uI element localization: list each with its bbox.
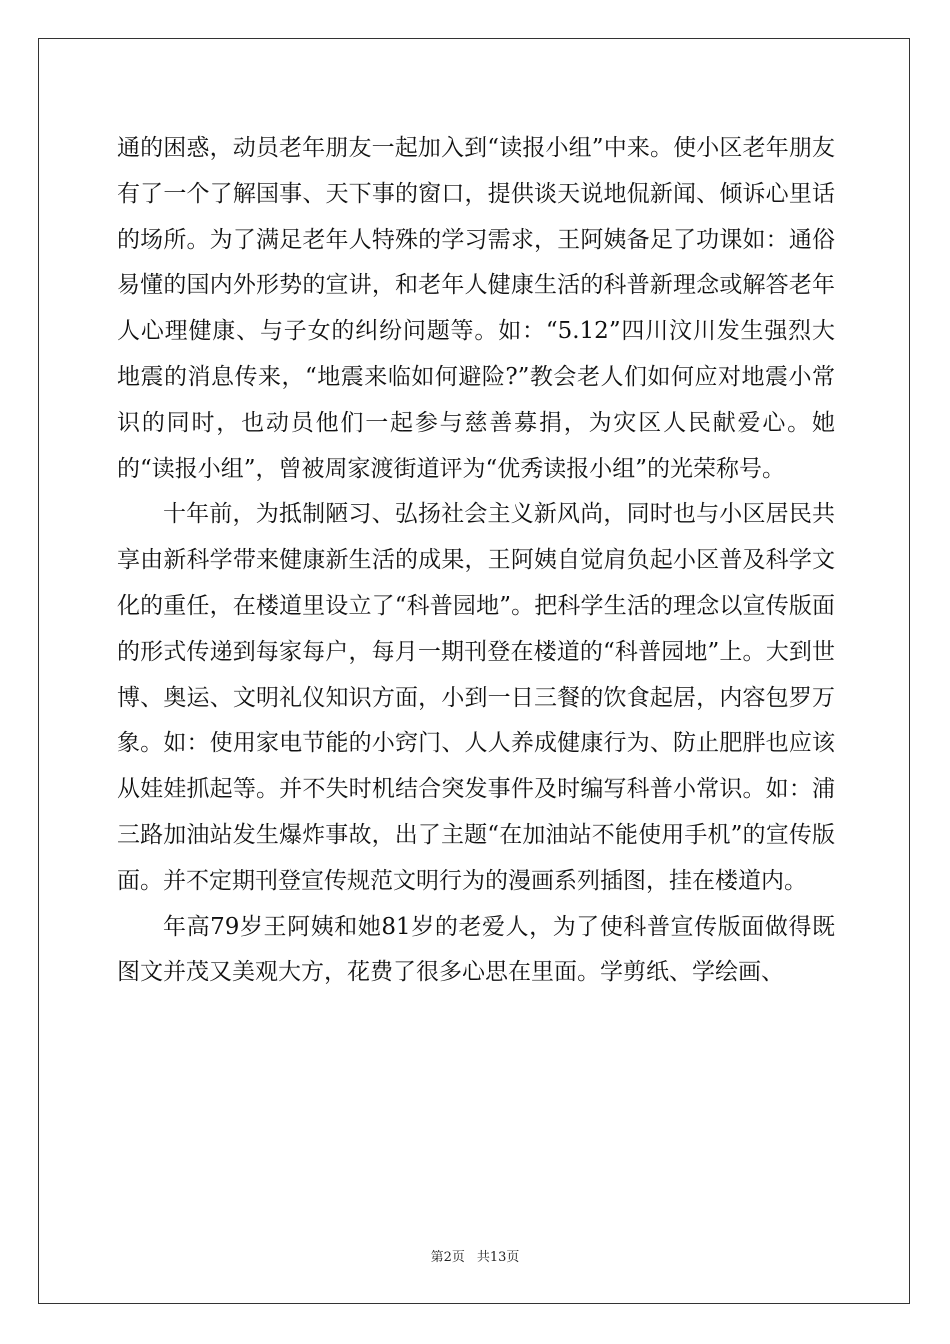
document-body [117,126,835,996]
paragraph-continued: 通的困惑，动员老年朋友一起加入到“读报小组”中来。使小区老年朋友有了一个了解国事、天下事的窗口，提供谈天说地侃新闻、倾诉心里话的场所。为了满足老年人特殊的学习需求，王阿姨备足了功课如：通俗易懂的国内外形势的宣讲，和老年人健康生活的科普新理念或解答老年人心理健康、与子女的纠纷问题等。如：“5.12”四川汶川发生强烈大地震的消息传来，“地震来临如何避险?”教会老人们如何应对地震小常识的同时，也动员他们一起参与慈善募捐，为灾区人民献爱心。她的“读报小组”，曾被周家渡街道评为“优秀读报小组”的光荣称号。 [117,135,835,482]
page-number: 第2页 [430,1250,465,1265]
paragraph-science-garden: 十年前，为抵制陋习、弘扬社会主义新风尚，同时也与小区居民共享由新科学带来健康新生活的成果，王阿姨自觉肩负起小区普及科学文化的重任，在楼道里设立了“科普园地”。把科学生活的理念以宣传版面的形式传递到每家每户，每月一期刊登在楼道的“科普园地”上。大到世博、奥运、文明礼仪知识方面，小到一日三餐的饮食起居，内容包罗万象。如：使用家电节能的小窍门、人人养成健康行为、防止肥胖也应该从娃娃抓起等。并不失时机结合突发事件及时编写科普小常识。如：浦三路加油站发生爆炸事故，出了主题“在加油站不能使用手机”的宣传版面。并不定期刊登宣传规范文明行为的漫画系列插图，挂在楼道内。 [117,501,835,894]
page-total: 共13页 [476,1250,520,1265]
paragraph-elderly-couple: 年高79岁王阿姨和她81岁的老爱人，为了使科普宣传版面做得既图文并茂又美观大方，花费了很多心思在里面。学剪纸、学绘画、 [117,913,835,986]
page-footer [0,1246,950,1265]
